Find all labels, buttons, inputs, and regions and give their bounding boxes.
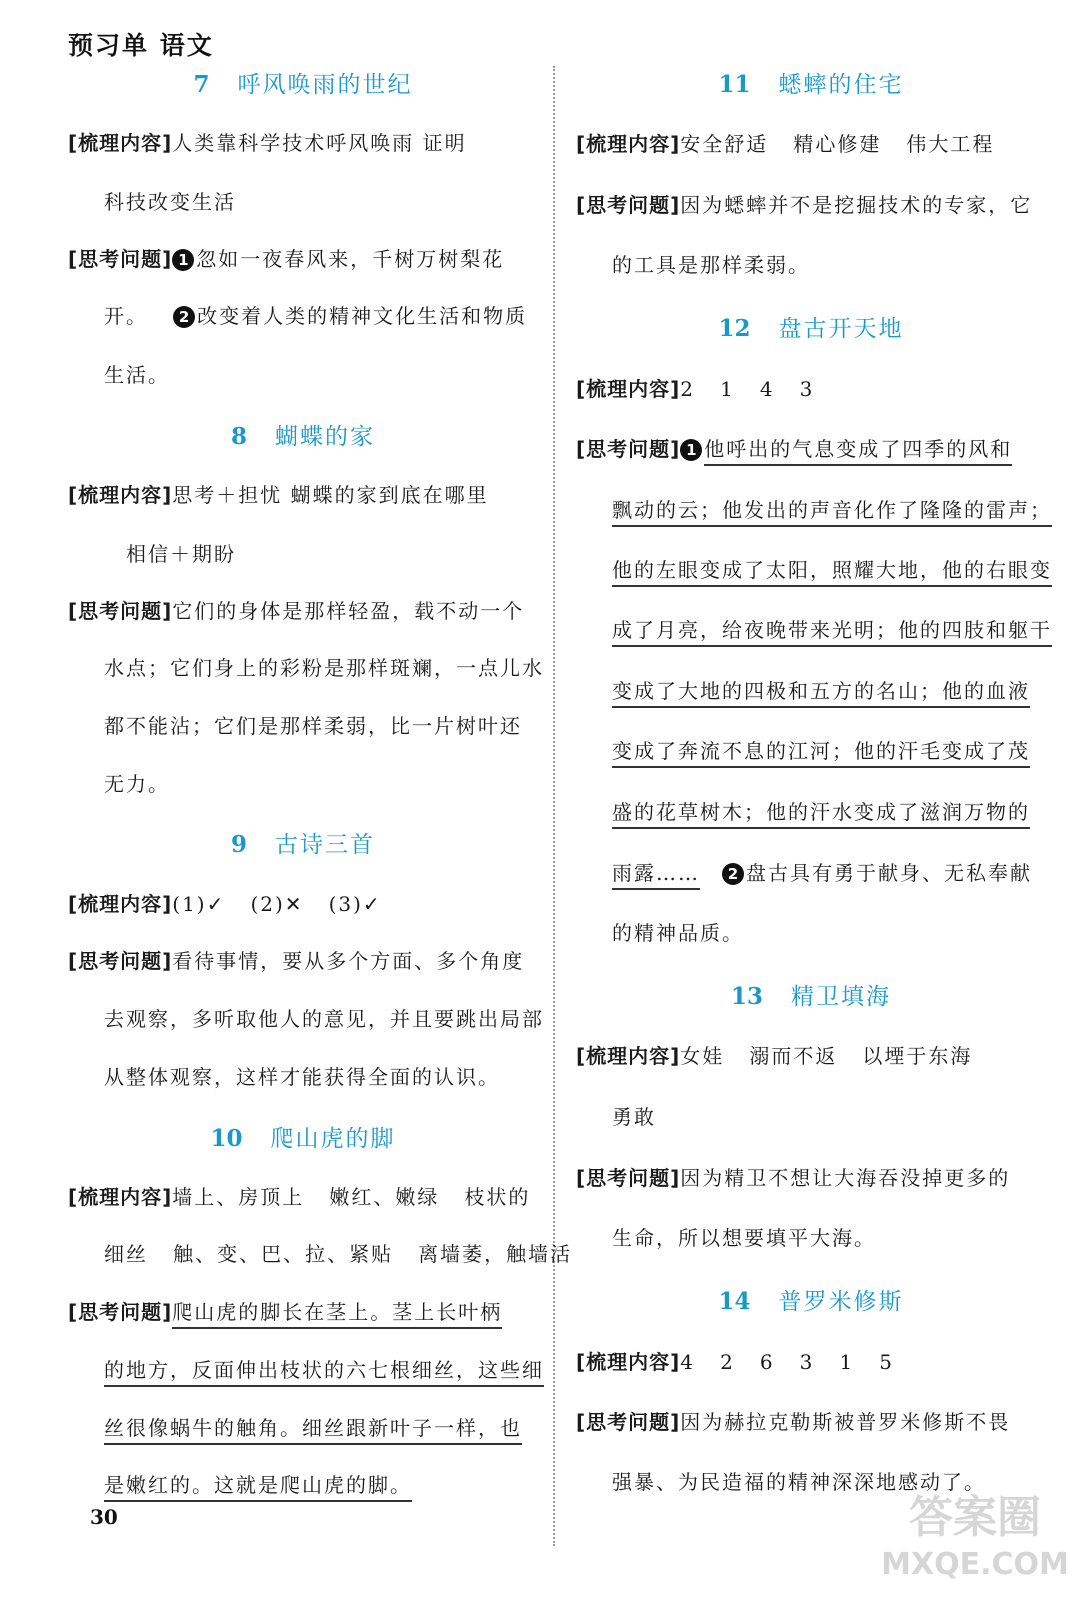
section-title-text: 精卫填海 (791, 984, 891, 1010)
answer-line (104, 359, 170, 388)
answer-text: 水点；它们身上的彩粉是那样斑斓，一点儿水 (104, 656, 544, 680)
circled-number-icon: 1 (172, 249, 194, 271)
answer-line (104, 1238, 572, 1267)
page-header: 预习单 语文 (68, 31, 214, 60)
section-number: 10 (210, 1125, 243, 1152)
answer-line (68, 243, 504, 272)
answer-line (612, 735, 1030, 764)
section-number: 13 (730, 983, 763, 1010)
section-title-text: 古诗三首 (275, 832, 375, 858)
answer-line (576, 1162, 1010, 1191)
section-number: 11 (718, 71, 751, 98)
label-tag: [思考问题] (68, 599, 173, 623)
answer-text: 都不能沾；它们是那样柔弱，比一片树叶还 (104, 714, 522, 738)
section-title-text: 蝴蝶的家 (275, 424, 375, 450)
answer-text: 从整体观察，这样才能获得全面的认识。 (104, 1065, 500, 1089)
answer-text: 生活。 (104, 363, 170, 387)
section-title-text: 呼风唤雨的世纪 (237, 72, 413, 98)
answer-line (612, 796, 1030, 825)
answer-text: 女娃 溺而不返 以堙于东海 (680, 1044, 973, 1068)
answer-text: 的精神品质。 (612, 921, 744, 945)
answer-text: 科技改变生活 (104, 190, 236, 214)
answer-line (104, 186, 236, 215)
answer-text: 思考＋担忧 蝴蝶的家到底在哪里 (172, 483, 489, 507)
answer-line (612, 675, 1030, 704)
watermark-text: 答案圈 (909, 1492, 1041, 1543)
answer-line (104, 1412, 522, 1441)
label-tag: [梳理内容] (68, 892, 173, 916)
underlined-answer: 变成了大地的四极和五方的名山；他的血液 (612, 679, 1030, 708)
section-number: 12 (718, 315, 751, 342)
underlined-answer: 是嫩红的。这就是爬山虎的脚。 (104, 1473, 412, 1502)
column-divider (553, 66, 555, 1546)
section-number: 8 (230, 423, 247, 450)
underlined-answer: 飘动的云；他发出的声音化作了隆隆的雷声； (612, 498, 1052, 527)
section-title-13 (576, 978, 1046, 1011)
section-number: 9 (230, 831, 247, 858)
answer-line (104, 300, 527, 329)
section-title-14 (576, 1283, 1046, 1316)
underlined-answer: 爬山虎的脚长在茎上。茎上长叶柄 (172, 1300, 502, 1329)
answer-text: (1)✓ (2)✕ (3)✓ (172, 892, 382, 916)
label-tag: [梳理内容] (68, 1185, 173, 1209)
answer-text: 强暴、为民造福的精神深深地感动了。 (612, 1470, 986, 1494)
underlined-answer: 成了月亮，给夜晚带来光明；他的四肢和躯干 (612, 618, 1052, 647)
section-title-text: 爬山虎的脚 (270, 1126, 396, 1152)
answer-text: 开。 (104, 304, 174, 328)
answer-text: 4 2 6 3 1 5 (680, 1350, 894, 1374)
answer-line (104, 1354, 544, 1383)
answer-line (104, 768, 170, 797)
answer-line (576, 433, 1012, 462)
answer-line (68, 479, 489, 508)
section-number: 7 (193, 71, 210, 98)
circled-number-icon: 1 (680, 439, 702, 461)
underlined-answer: 他的左眼变成了太阳，照耀大地，他的右眼变 (612, 558, 1052, 587)
label-tag: [梳理内容] (576, 1044, 681, 1068)
answer-text: 忽如一夜春风来，千树万树梨花 (196, 247, 505, 271)
answer-text: 因为精卫不想让大海吞没掉更多的 (680, 1166, 1011, 1190)
answer-text: 2 1 4 3 (680, 377, 815, 401)
answer-text: 安全舒适 精心修建 伟大工程 (680, 132, 995, 156)
answer-line (104, 652, 544, 681)
underlined-answer: 丝很像蜗牛的触角。细丝跟新叶子一样，也 (104, 1416, 522, 1445)
underlined-answer: 雨露…… (612, 861, 700, 890)
answer-line (126, 538, 236, 567)
answer-text: 看待事情，要从多个方面、多个角度 (172, 949, 525, 973)
underlined-answer: 他呼出的气息变成了四季的风和 (704, 437, 1012, 466)
answer-text: 勇敢 (612, 1105, 656, 1129)
answer-text: 无力。 (104, 772, 170, 796)
answer-line (576, 1040, 972, 1069)
answer-text: 墙上、房顶上 嫩红、嫩绿 枝状的 (172, 1185, 531, 1209)
answer-line (612, 554, 1052, 583)
underlined-answer: 的地方，反面伸出枝状的六七根细丝，这些细 (104, 1358, 544, 1387)
answer-line (68, 595, 524, 624)
label-tag: [思考问题] (68, 949, 173, 973)
underlined-answer: 变成了奔流不息的江河；他的汗毛变成了茂 (612, 739, 1030, 768)
answer-text: 人类靠科学技术呼风唤雨 证明 (172, 131, 467, 155)
answer-line (612, 249, 810, 278)
answer-line (576, 373, 814, 402)
section-title-text: 盘古开天地 (778, 316, 904, 342)
label-tag: [思考问题] (576, 437, 681, 461)
answer-line (576, 1346, 894, 1375)
label-tag: [梳理内容] (68, 131, 173, 155)
answer-text: 改变着人类的精神文化生活和物质 (197, 304, 528, 328)
answer-line (104, 1003, 544, 1032)
label-tag: [思考问题] (576, 1166, 681, 1190)
underlined-answer: 盛的花草树木；他的汗水变成了滋润万物的 (612, 800, 1030, 829)
answer-line (576, 189, 1032, 218)
answer-line (612, 1101, 656, 1130)
watermark-logo-icon (880, 1462, 1070, 1592)
answer-text: 因为蟋蟀并不是挖掘技术的专家，它 (680, 193, 1033, 217)
section-title-7 (68, 66, 538, 99)
section-title-10 (68, 1120, 538, 1153)
answer-line (68, 945, 524, 974)
label-tag: [梳理内容] (576, 1350, 681, 1374)
answer-text: 盘古具有勇于献身、无私奉献 (746, 861, 1032, 885)
label-tag: [梳理内容] (68, 483, 173, 507)
answer-line (68, 1296, 502, 1325)
page-number: 30 (90, 1505, 118, 1529)
answer-line (68, 127, 467, 156)
label-tag: [思考问题] (576, 193, 681, 217)
section-number: 14 (718, 1288, 751, 1315)
label-tag: [梳理内容] (576, 132, 681, 156)
answer-line (612, 1222, 876, 1251)
answer-line (576, 128, 994, 157)
answer-line (104, 710, 522, 739)
watermark-url: MXQE.COM (881, 1547, 1069, 1582)
label-tag: [思考问题] (68, 1300, 173, 1324)
answer-line (68, 888, 382, 917)
answer-line (68, 1181, 530, 1210)
section-title-9 (68, 826, 538, 859)
label-tag: [思考问题] (576, 1410, 681, 1434)
answer-line (576, 1406, 1010, 1435)
answer-text: 去观察，多听取他人的意见，并且要跳出局部 (104, 1007, 544, 1031)
label-tag: [思考问题] (68, 247, 173, 271)
answer-text: 的工具是那样柔弱。 (612, 253, 810, 277)
section-title-text: 蟋蟀的住宅 (778, 72, 904, 98)
answer-text: 相信＋期盼 (126, 542, 236, 566)
circled-number-icon: 2 (722, 863, 744, 885)
answer-line (104, 1469, 412, 1498)
section-title-text: 普罗米修斯 (778, 1289, 904, 1315)
answer-text: 因为赫拉克勒斯被普罗米修斯不畏 (680, 1410, 1011, 1434)
section-title-8 (68, 418, 538, 451)
answer-line (612, 494, 1052, 523)
answer-line (612, 857, 1032, 886)
answer-text: 生命，所以想要填平大海。 (612, 1226, 876, 1250)
answer-text: 细丝 触、变、巴、拉、紧贴 离墙萎，触墙活 (104, 1242, 573, 1266)
answer-line (612, 917, 744, 946)
section-title-12 (576, 310, 1046, 343)
label-tag: [梳理内容] (576, 377, 681, 401)
section-title-11 (576, 66, 1046, 99)
answer-line (104, 1061, 500, 1090)
answer-line (612, 614, 1052, 643)
circled-number-icon: 2 (173, 306, 195, 328)
answer-text: 它们的身体是那样轻盈，载不动一个 (172, 599, 525, 623)
